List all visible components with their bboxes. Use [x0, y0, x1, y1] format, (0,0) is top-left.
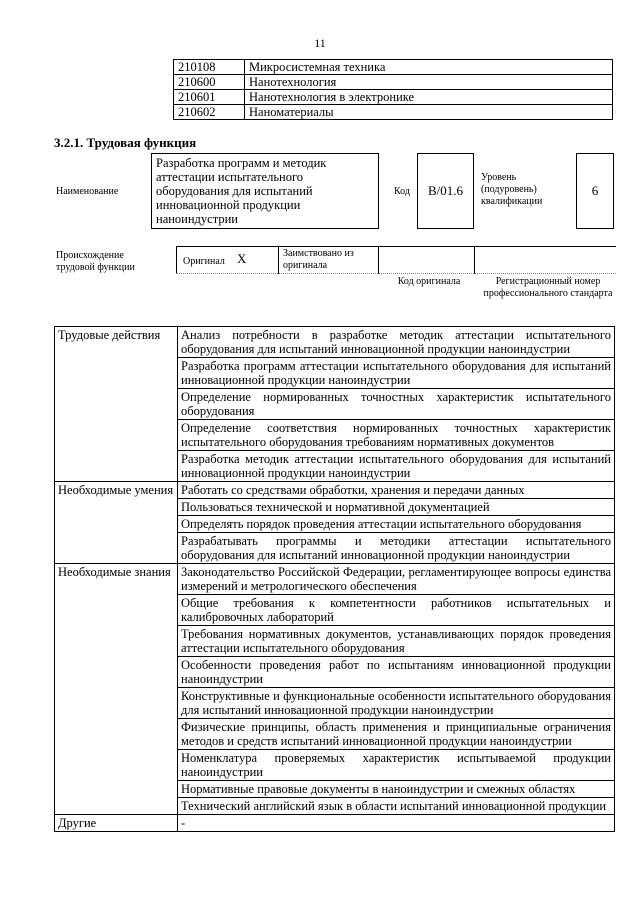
section-heading: 3.2.1. Трудовая функция [54, 135, 197, 150]
specialty-code: 210600 [174, 75, 245, 90]
section-item: Физические принципы, область применения и принципиальные ограничения методов и средств испытаний инновационной продукции наноиндустрии [178, 719, 615, 750]
section-category: Трудовые действия [55, 327, 178, 482]
origin-label: Происхождение трудовой функции [56, 250, 135, 273]
reg-number-caption: Регистрационный номер профессионального стандарта [483, 276, 613, 299]
codes-table [173, 59, 613, 120]
codes-row [174, 75, 613, 90]
section-category: Необходимые знания [55, 564, 178, 815]
section-item: Разработка методик аттестации испытательного оборудования для испытаний инновационной продукции наноиндустрии [178, 451, 615, 482]
codes-row [174, 60, 613, 75]
origin-divider [176, 246, 177, 274]
section-item: Работать со средствами обработки, хранения и передачи данных [178, 482, 615, 499]
function-code-box: B/01.6 [417, 153, 474, 229]
table-row [55, 327, 615, 358]
section-item: Законодательство Российской Федерации, регламентирующее вопросы единства измерений и метрологического обеспечения [178, 564, 615, 595]
origin-divider [474, 246, 475, 274]
codes-row [174, 105, 613, 120]
section-item: Требования нормативных документов, устанавливающих порядок проведения аттестации испытательного оборудования [178, 626, 615, 657]
specialty-name: Нанотехнология [245, 75, 613, 90]
origin-top-rule [176, 246, 616, 247]
function-details-table [54, 326, 615, 832]
section-item: Номенклатура проверяемых характеристик испытываемой продукции наноиндустрии [178, 750, 615, 781]
level-label: Уровень (подуровень) квалификации [481, 172, 543, 207]
section-item: Технический английский язык в области испытаний инновационной продукции [178, 798, 615, 815]
specialty-name: Микросистемная техника [245, 60, 613, 75]
code-original-caption: Код оригинала [397, 276, 461, 287]
borrowed-label: Заимствовано из оригинала [283, 248, 354, 271]
origin-bottom-rule [176, 273, 616, 274]
section-item: Особенности проведения работ по испытаниям инновационной продукции наноиндустрии [178, 657, 615, 688]
section-item: Разрабатывать программы и методики аттестации испытательного оборудования для испытаний инновационной продукции наноиндустрии [178, 533, 615, 564]
codes-row [174, 90, 613, 105]
section-item: Определение нормированных точностных характеристик испытательного оборудования [178, 389, 615, 420]
function-name-box: Разработка программ и методик аттестации испытательного оборудования для испытаний инновационной продукции наноиндустрии [151, 153, 379, 229]
specialty-code: 210108 [174, 60, 245, 75]
name-label: Наименование [56, 186, 119, 197]
origin-divider [378, 246, 379, 274]
section-item: Анализ потребности в разработке методик аттестации испытательного оборудования для испытаний инновационной продукции наноиндустрии [178, 327, 615, 358]
section-item: Нормативные правовые документы в наноиндустрии и смежных областях [178, 781, 615, 798]
section-category: Другие [55, 815, 178, 832]
section-item: Общие требования к компетентности работников испытательных и калибровочных лабораторий [178, 595, 615, 626]
level-value-box: 6 [576, 153, 614, 229]
table-row [55, 482, 615, 499]
original-mark: X [237, 251, 247, 266]
section-category: Необходимые умения [55, 482, 178, 564]
section-item: Разработка программ аттестации испытательного оборудования для испытаний инновационной продукции наноиндустрии [178, 358, 615, 389]
section-item: Пользоваться технической и нормативной документацией [178, 499, 615, 516]
section-item: - [178, 815, 615, 832]
specialty-name: Наноматериалы [245, 105, 613, 120]
specialty-code: 210602 [174, 105, 245, 120]
section-item: Определение соответствия нормированных точностных характеристик испытательного оборудования требованиям нормативных документов [178, 420, 615, 451]
table-row [55, 815, 615, 832]
table-row [55, 564, 615, 595]
origin-divider [278, 246, 279, 274]
section-item: Определять порядок проведения аттестации испытательного оборудования [178, 516, 615, 533]
specialty-name: Нанотехнология в электронике [245, 90, 613, 105]
section-item: Конструктивные и функциональные особенности испытательного оборудования для испытаний инновационной продукции наноиндустрии [178, 688, 615, 719]
page-number: 11 [314, 36, 326, 50]
original-label: Оригинал [183, 256, 225, 267]
specialty-code: 210601 [174, 90, 245, 105]
code-label: Код [394, 186, 410, 197]
